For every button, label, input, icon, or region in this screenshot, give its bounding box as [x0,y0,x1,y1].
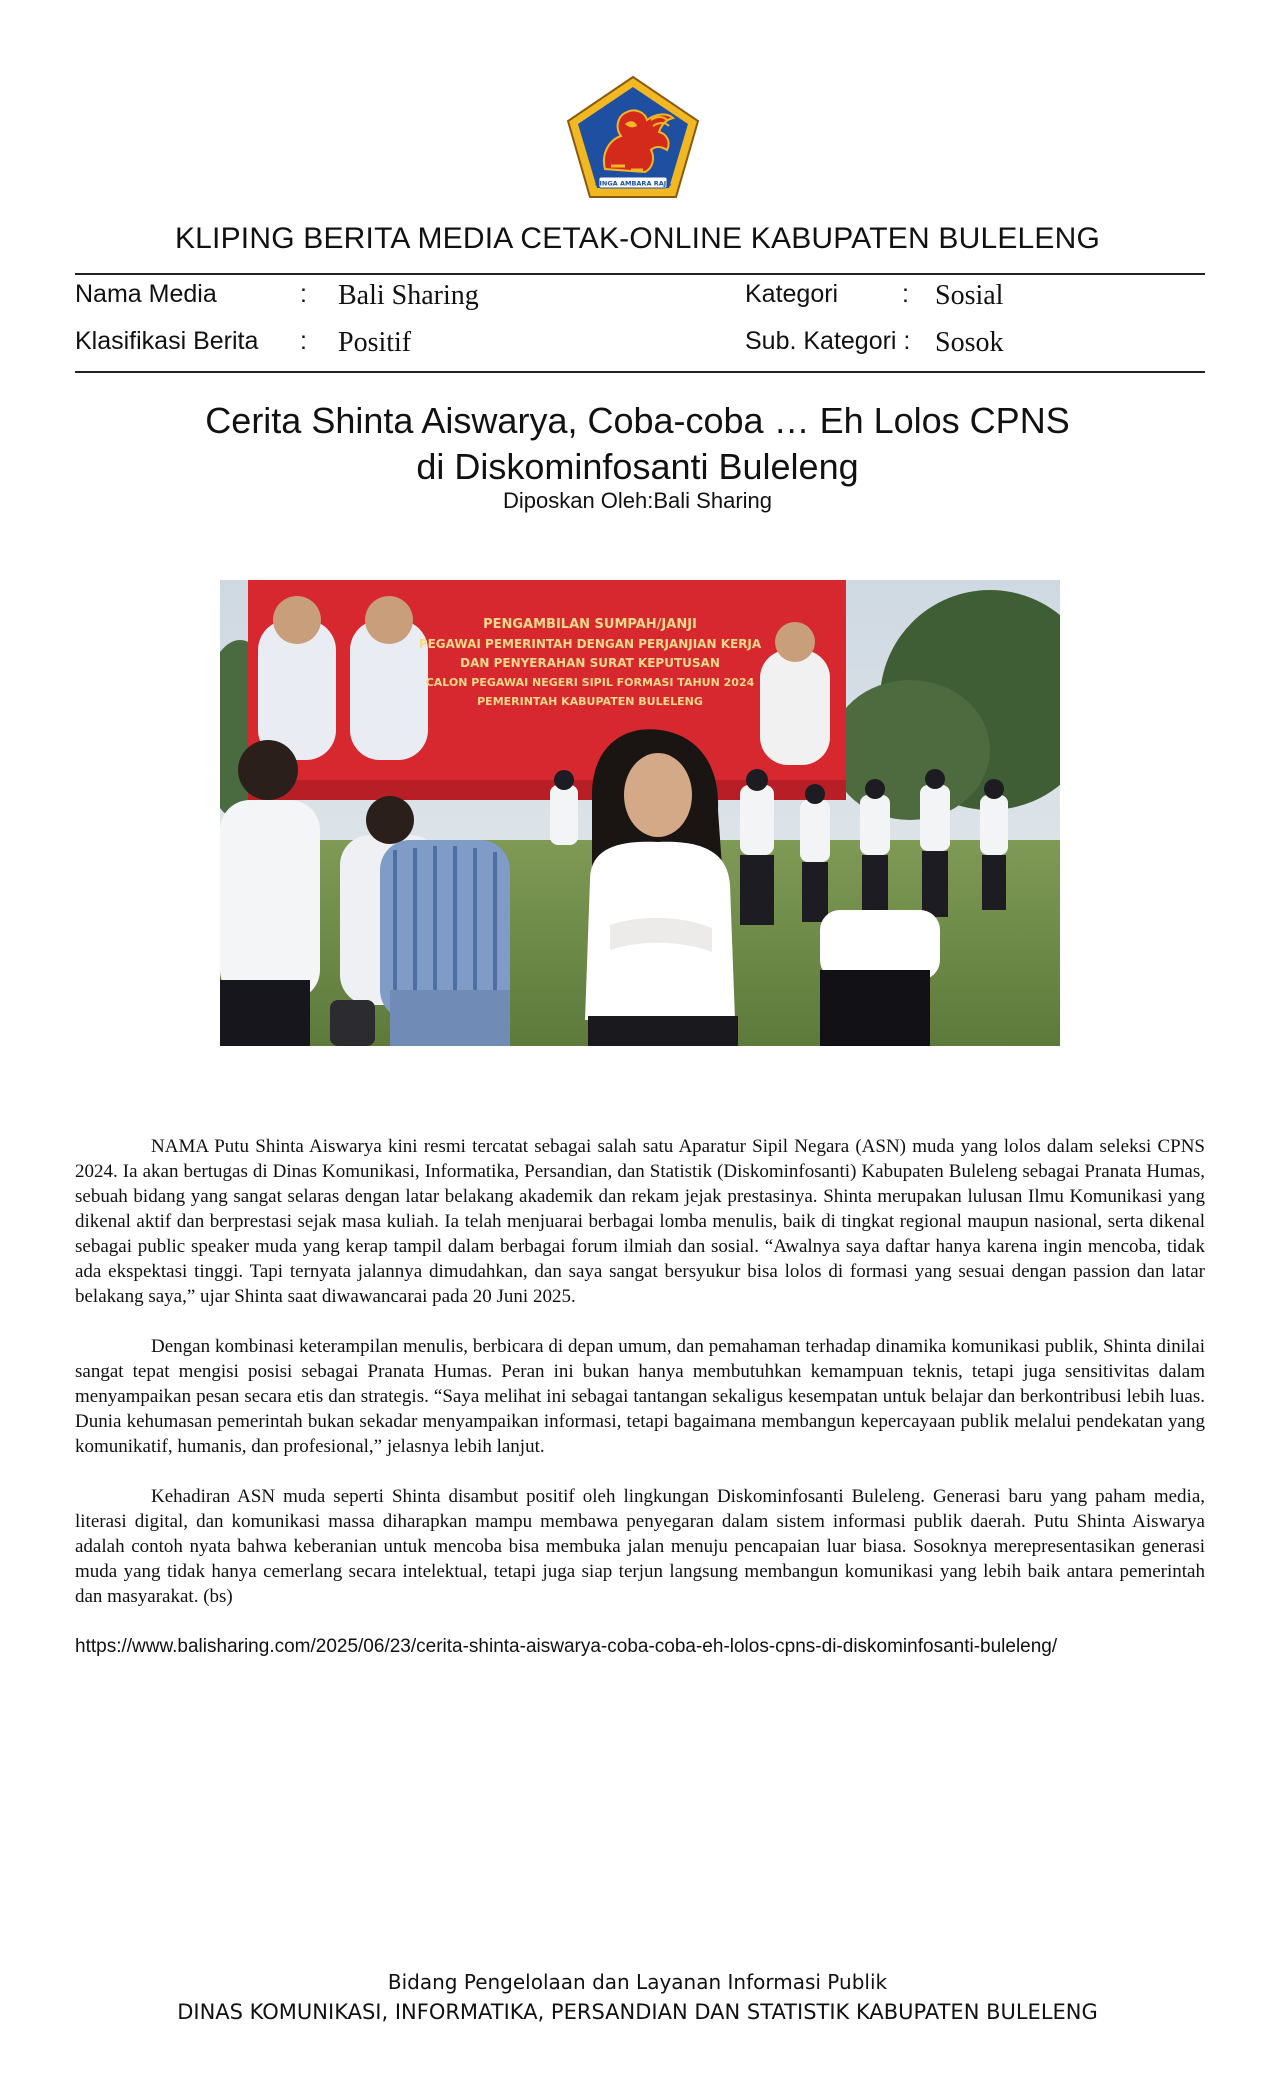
header-divider-top [75,273,1205,275]
event-banner [248,580,846,800]
banner-text-line1: PENGAMBILAN SUMPAH/JANJI [483,617,697,632]
singa-ambara-raja-crest-icon [565,74,701,200]
article-byline: Diposkan Oleh:Bali Sharing [502,488,773,513]
media-value: Bali Sharing [338,280,479,311]
clipping-header-title: KLIPING BERITA MEDIA CETAK-ONLINE KABUPATEN BULELENG [174,222,1101,255]
klasifikasi-colon: : [300,327,307,355]
kategori-value: Sosial [935,280,1004,311]
article-paragraph-3: Kehadiran ASN muda seperti Shinta disambut positif oleh lingkungan Diskominfosanti Buleleng. Generasi baru yang paham media, literasi digital, dan komunikasi massa diharapkan mampu membawa penyegaran dalam sistem informasi publik daerah. Putu Shinta Aiswarya adalah contoh nyata bahwa keberanian untuk mencoba bisa membuka jalan menuju pencapaian luar biasa. Sosoknya merepresentasikan generasi muda yang tidak hanya cemerlang secara intelektual, tetapi juga siap terjun langsung membangun komunikasi yang lebih baik antara pemerintah dan masyarakat. (bs) [75,1486,1205,1607]
banner-text-line3: DAN PENYERAHAN SURAT KEPUTUSAN [460,656,720,670]
article-photo [220,580,1060,1046]
footer-agency: DINAS KOMUNIKASI, INFORMATIKA, PERSANDIAN DAN STATISTIK KABUPATEN BULELENG [177,2000,1098,2024]
kategori-colon: : [902,280,909,308]
banner-text-line5: PEMERINTAH KABUPATEN BULELENG [477,695,703,708]
media-label: Nama Media [75,280,217,308]
article-paragraph-1: NAMA Putu Shinta Aiswarya kini resmi tercatat sebagai salah satu Aparatur Sipil Negara (ASN) muda yang lolos dalam seleksi CPNS 2024. Ia akan bertugas di Dinas Komunikasi, Informatika, Persandian, dan Statistik (Diskominfosanti) Kabupaten Buleleng sebagai Pranata Humas, sebuah bidang yang sangat selaras dengan latar belakang akademik dan rekam jejak prestasinya. Shinta merupakan lulusan Ilmu Komunikasi yang dikenal aktif dan berprestasi sejak masa kuliah. Ia telah menjuarai berbagai lomba menulis, baik di tingkat regional maupun nasional, serta dikenal sebagai public speaker muda yang kerap tampil dalam berbagai forum ilmiah dan sosial. “Awalnya saya daftar hanya karena ingin mencoba, tidak ada ekspektasi tinggi. Tapi ternyata jalannya dimudahkan, dan saya sangat bersyukur bisa lolos di formasi yang sesuai dengan passion dan latar belakang saya,” ujar Shinta saat diwawancarai pada 20 Juni 2025. [75,1136,1205,1307]
klasifikasi-label: Klasifikasi Berita [75,327,259,355]
article-body [75,1134,1205,1634]
media-colon: : [300,280,307,308]
banner-text-line4: CALON PEGAWAI NEGERI SIPIL FORMASI TAHUN 2024 [425,676,755,689]
banner-text-line2: PEGAWAI PEMERINTAH DENGAN PERJANJIAN KERJA [418,637,762,651]
header-divider-bottom [75,371,1205,373]
article-title-line2: di Diskominfosanti Buleleng [416,446,859,487]
article-paragraph-2: Dengan kombinasi keterampilan menulis, berbicara di depan umum, dan pemahaman terhadap dinamika komunikasi publik, Shinta dinilai sangat tepat mengisi posisi sebagai Pranata Humas. Peran ini bukan hanya membutuhkan kemampuan teknis, tetapi juga sensitivitas dalam menyampaikan pesan secara etis dan strategis. “Saya melihat ini sebagai tantangan sekaligus kesempatan untuk belajar dan berkontribusi lebih luas. Dunia kehumasan pemerintah bukan sekadar menyampaikan informasi, tetapi bagaimana membangun kepercayaan publik melalui pendekatan yang komunikatif, humanis, dan profesional,” jelasnya lebih lanjut. [75,1336,1205,1457]
subkategori-label: Sub. Kategori : [745,327,911,355]
article-title [0,398,1275,490]
crest-motto: SINGA AMBARA RAJA [594,179,672,188]
source-url-link[interactable]: https://www.balisharing.com/2025/06/23/cerita-shinta-aiswarya-coba-coba-eh-lolos-cpns-di-diskominfosanti-buleleng/ [75,1636,1058,1657]
article-title-line1: Cerita Shinta Aiswarya, Coba-coba … Eh Lolos CPNS [205,400,1070,441]
subkategori-value: Sosok [935,327,1004,358]
klasifikasi-value: Positif [338,327,412,358]
footer-department: Bidang Pengelolaan dan Layanan Informasi Publik [387,1970,888,1994]
kategori-label: Kategori [745,280,839,308]
